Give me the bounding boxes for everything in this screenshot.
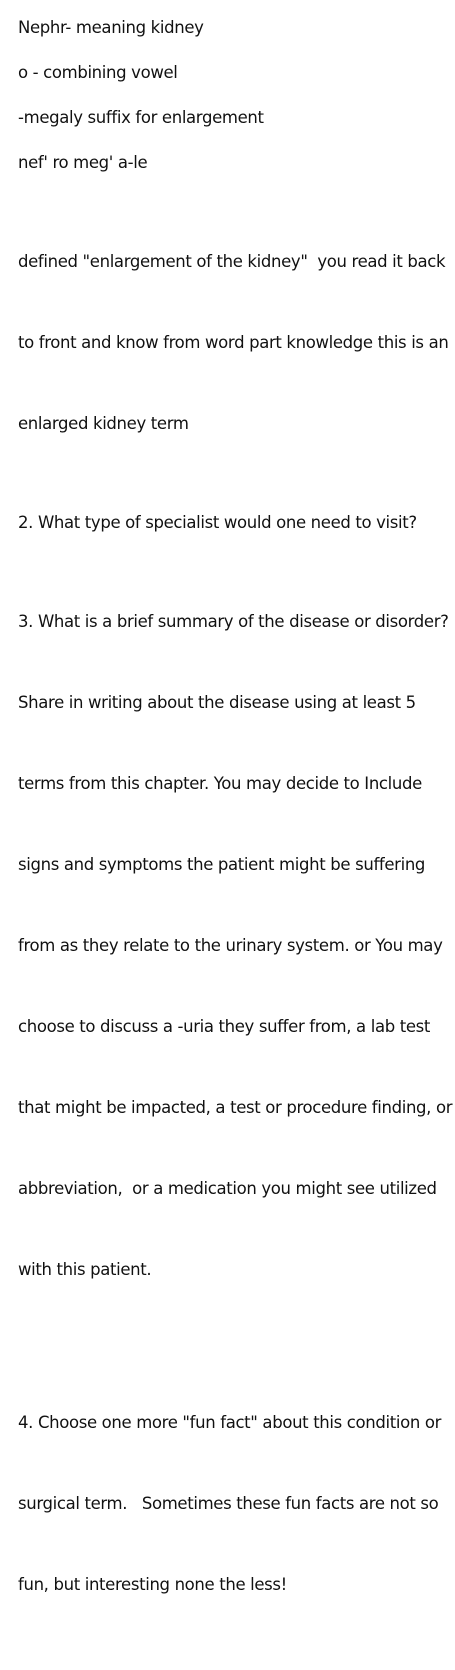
word-part-root: Nephr- meaning kidney [18, 18, 204, 37]
question-3 [18, 554, 453, 1337]
pronunciation: nef' ro meg' a-le [18, 153, 148, 172]
question-3-line: that might be impacted, a test or procedure finding, or [18, 1098, 453, 1117]
definition-line: defined "enlargement of the kidney" you read it back [18, 252, 446, 271]
question-3-line: choose to discuss a -uria they suffer from, a lab test [18, 1017, 431, 1036]
question-3-line: with this patient. [18, 1260, 152, 1279]
question-3-line: 3. What is a brief summary of the disease or disorder? [18, 612, 449, 631]
question-4-line: fun, but interesting none the less! [18, 1575, 287, 1594]
question-2: 2. What type of specialist would one need to visit? [18, 513, 417, 532]
question-4-line: 4. Choose one more "fun fact" about this condition or [18, 1413, 442, 1432]
question-3-line: terms from this chapter. You may decide to Include [18, 774, 422, 793]
question-4-line: surgical term. Sometimes these fun facts are not so [18, 1494, 439, 1513]
definition-line: enlarged kidney term [18, 414, 189, 433]
question-3-line: from as they relate to the urinary system. or You may [18, 936, 443, 955]
question-3-line: signs and symptoms the patient might be suffering [18, 855, 426, 874]
definition-line: to front and know from word part knowledge this is an [18, 333, 449, 352]
definition-paragraph [18, 194, 448, 491]
word-part-combining-vowel: o - combining vowel [18, 63, 178, 82]
question-3-line: abbreviation, or a medication you might see utilized [18, 1179, 437, 1198]
question-3-line: Share in writing about the disease using at least 5 [18, 693, 416, 712]
question-4 [18, 1355, 448, 1652]
document-body [18, 14, 453, 1670]
word-part-suffix: -megaly suffix for enlargement [18, 108, 264, 127]
